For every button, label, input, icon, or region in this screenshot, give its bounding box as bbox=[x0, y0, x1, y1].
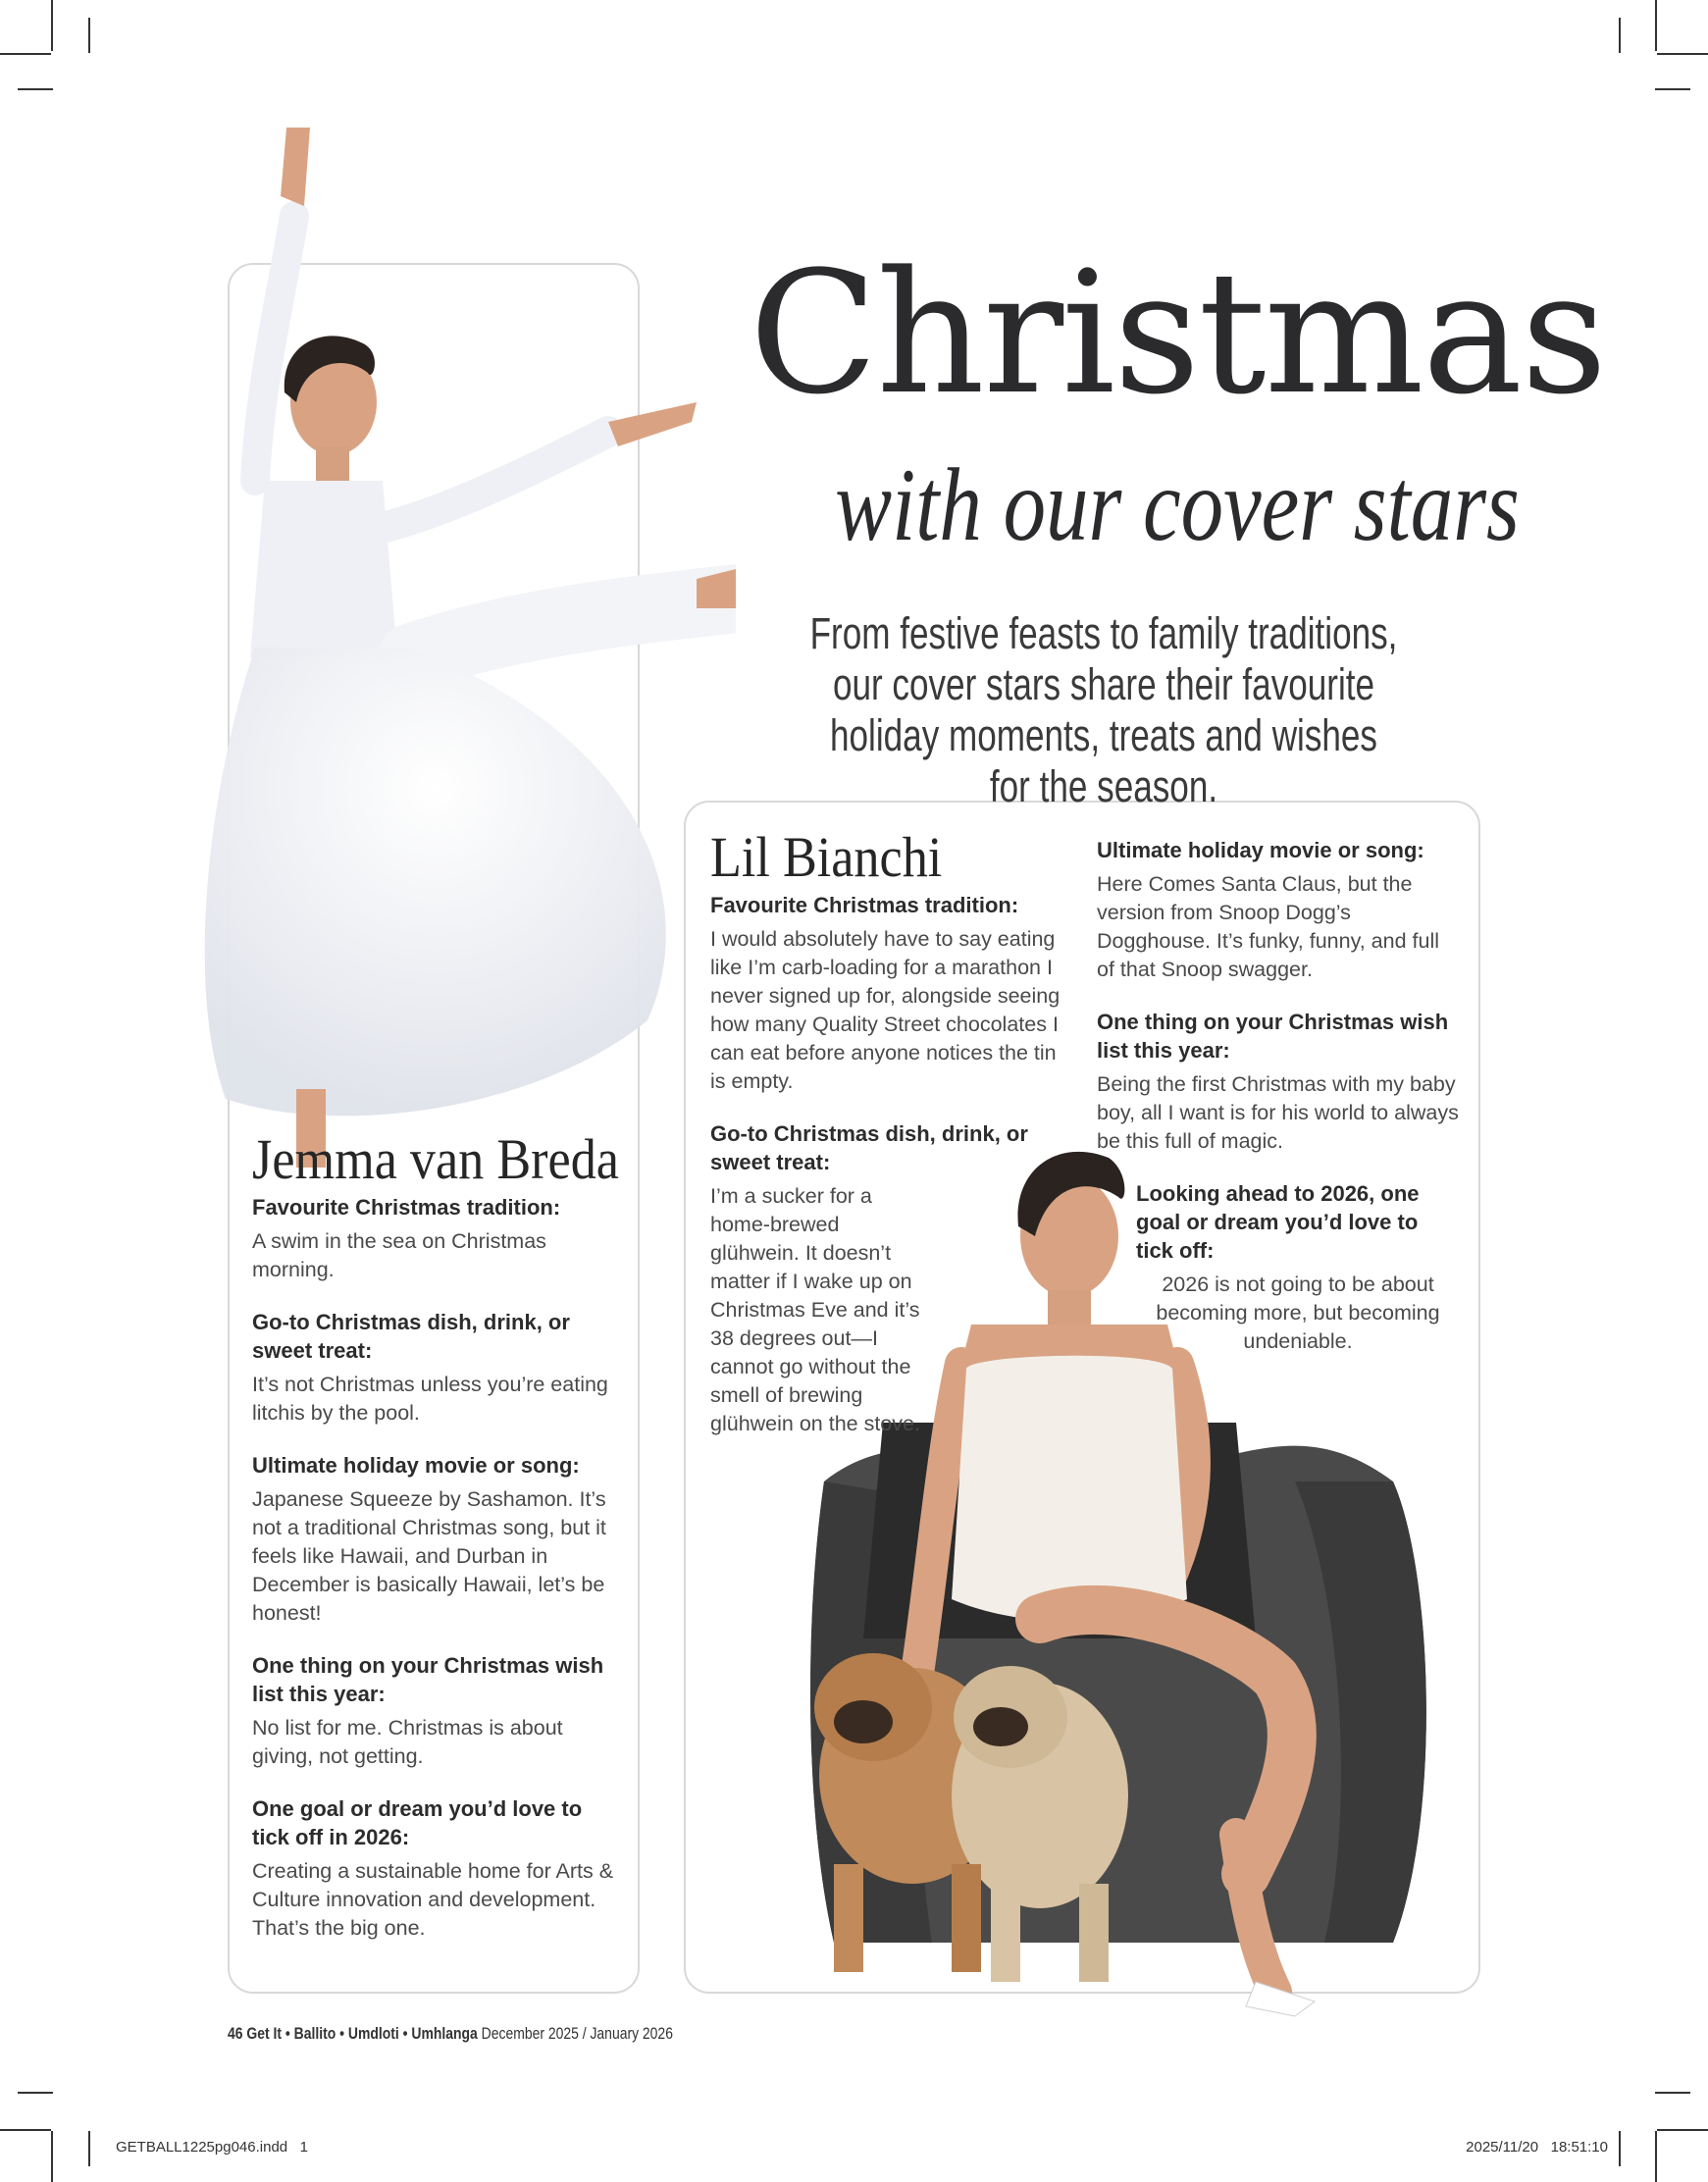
answer: Being the first Christmas with my baby boy, all I want is for his world to always be this full of magic. bbox=[1097, 1072, 1459, 1153]
crop-mark bbox=[18, 2092, 53, 2094]
question: Favourite Christmas tradition: bbox=[252, 1195, 561, 1220]
crop-mark bbox=[51, 2131, 53, 2182]
crop-mark bbox=[1655, 2131, 1657, 2182]
question: Ultimate holiday movie or song: bbox=[252, 1453, 580, 1478]
answer: Here Comes Santa Claus, but the version from Snoop Dogg’s Dogghouse. It’s funky, funny, and full of that Snoop swagger. bbox=[1097, 872, 1439, 981]
qa-item bbox=[252, 1794, 625, 1943]
answer: I’m a sucker for a home-brewed glühwein. It doesn’t matter if I wake up on Christmas Eve and it’s 38 degrees out—I cannot go without the smell of brewing glühwein on the stove. bbox=[710, 1184, 920, 1435]
crop-mark bbox=[1655, 88, 1690, 90]
page-number: 46 bbox=[228, 2024, 243, 2043]
answer: Japanese Squeeze by Sashamon. It’s not a traditional Christmas song, but it feels like Hawaii, and Durban in December is basically Hawaii, let’s be honest! bbox=[252, 1487, 606, 1625]
qa-item bbox=[252, 1451, 625, 1628]
question: Go-to Christmas dish, drink, or sweet treat: bbox=[710, 1121, 1028, 1174]
question: One thing on your Christmas wish list this year: bbox=[1097, 1010, 1449, 1063]
crop-mark bbox=[18, 88, 53, 90]
qa-item bbox=[1097, 836, 1460, 984]
intro-text: From festive feasts to family traditions, our cover stars share their favourite holiday moments, treats and wishes for the season. bbox=[809, 608, 1398, 811]
crop-mark bbox=[51, 0, 53, 51]
answer: A swim in the sea on Christmas morning. bbox=[252, 1229, 546, 1281]
answer: 2026 is not going to be about becoming more, but becoming undeniable. bbox=[1156, 1273, 1440, 1353]
crop-mark bbox=[1655, 2092, 1690, 2094]
answer: No list for me. Christmas is about giving, not getting. bbox=[252, 1716, 563, 1768]
crop-mark bbox=[0, 53, 51, 55]
qa-item bbox=[252, 1651, 625, 1771]
lil-name: Lil Bianchi bbox=[710, 825, 943, 889]
question: Favourite Christmas tradition: bbox=[710, 893, 1019, 917]
question: One thing on your Christmas wish list this year: bbox=[252, 1653, 604, 1706]
crop-mark bbox=[1657, 53, 1708, 55]
crop-mark bbox=[88, 2131, 90, 2166]
jemma-section bbox=[252, 1128, 625, 1966]
answer: I would absolutely have to say eating like I’m carb-loading for a marathon I never signed up for, alongside seeing how many Quality Street chocolates I can eat before anyone notices the tin is empty. bbox=[710, 927, 1061, 1093]
jemma-name: Jemma van Breda bbox=[252, 1127, 619, 1191]
publication-name: Get It • Ballito • Umdloti • Umhlanga bbox=[246, 2024, 478, 2043]
crop-mark bbox=[1655, 0, 1657, 51]
question: One goal or dream you’d love to tick off in 2026: bbox=[252, 1796, 583, 1849]
crop-mark bbox=[1619, 2131, 1621, 2166]
qa-item bbox=[710, 1119, 1061, 1438]
crop-mark bbox=[0, 2129, 51, 2131]
question: Go-to Christmas dish, drink, or sweet treat: bbox=[252, 1310, 570, 1363]
lil-section bbox=[710, 826, 1061, 1462]
answer: It’s not Christmas unless you’re eating litchis by the pool. bbox=[252, 1373, 608, 1425]
slug-file: GETBALL1225pg046.indd 1 bbox=[116, 2139, 308, 2156]
qa-item bbox=[1136, 1179, 1460, 1356]
page-footer bbox=[228, 2024, 673, 2044]
lil-section-right bbox=[1097, 836, 1460, 1379]
crop-mark bbox=[1657, 2129, 1708, 2131]
qa-item bbox=[1097, 1008, 1460, 1156]
answer: Creating a sustainable home for Arts & Culture innovation and development. That’s the big one. bbox=[252, 1859, 614, 1940]
qa-item bbox=[252, 1308, 625, 1428]
qa-item bbox=[252, 1193, 625, 1284]
page-subtitle: with our cover stars bbox=[835, 447, 1520, 562]
question: Ultimate holiday movie or song: bbox=[1097, 838, 1424, 862]
slug-timestamp: 2025/11/20 18:51:10 bbox=[1466, 2139, 1608, 2156]
question: Looking ahead to 2026, one goal or dream you’d love to tick off: bbox=[1136, 1181, 1420, 1263]
crop-mark bbox=[1619, 18, 1621, 53]
dancer-photo bbox=[186, 108, 736, 1168]
issue-date: December 2025 / January 2026 bbox=[481, 2024, 673, 2043]
qa-item bbox=[710, 891, 1061, 1096]
crop-mark bbox=[88, 18, 90, 53]
page-title: Christmas bbox=[749, 234, 1606, 432]
